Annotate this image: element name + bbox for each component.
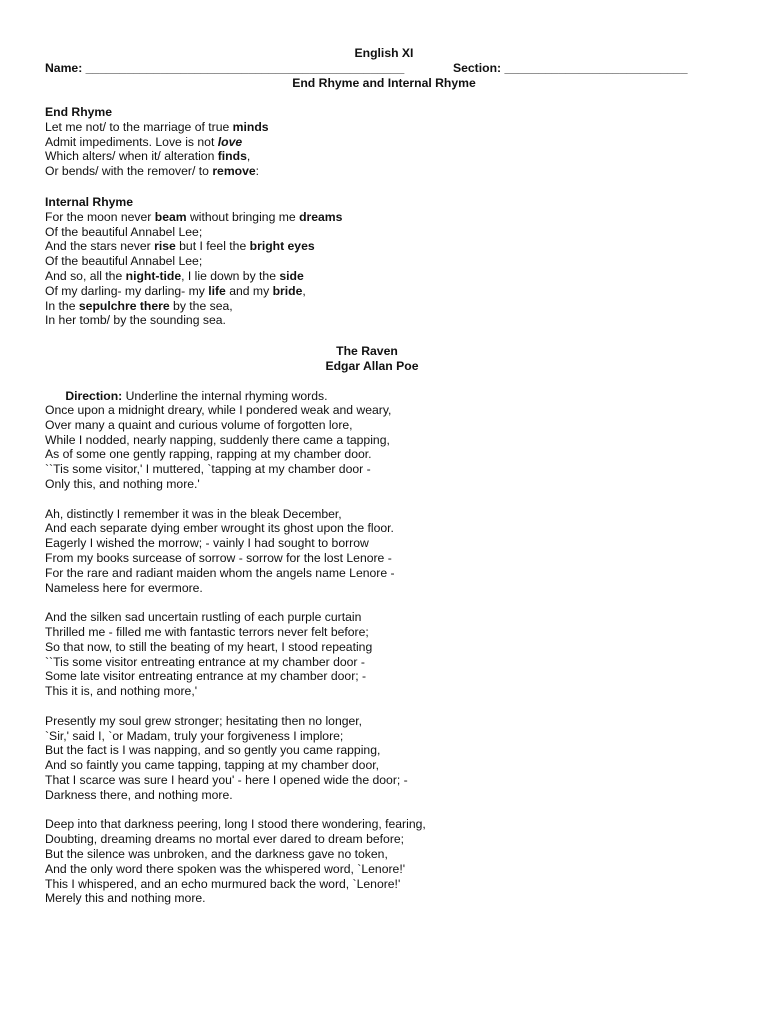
line-text: Of my darling- my darling- my — [45, 283, 209, 298]
poem-line: Deep into that darkness peering, long I stood there wondering, fearing, — [45, 817, 426, 832]
poem-line: And each separate dying ember wrought its ghost upon the floor. — [45, 521, 394, 536]
internal-rhyme-line — [45, 269, 745, 284]
poem-line: For the rare and radiant maiden whom the angels name Lenore - — [45, 565, 395, 580]
line-text: In her tomb/ by the sounding sea. — [45, 313, 226, 328]
line-text: , — [246, 149, 251, 164]
internal-rhyme-section — [45, 195, 745, 328]
line-text: : — [255, 164, 260, 179]
rhyme-word: bride — [272, 283, 303, 298]
rhyme-word: dreams — [299, 209, 343, 224]
worksheet-title: End Rhyme and Internal Rhyme — [292, 76, 476, 90]
end-rhyme-heading: End Rhyme — [45, 105, 113, 119]
internal-rhyme-lines — [45, 210, 745, 328]
direction-text: Underline the internal rhyming words. — [122, 388, 328, 403]
poem-line: Thrilled me - filled me with fantastic terrors never felt before; — [45, 624, 369, 639]
stanza — [45, 403, 745, 507]
line-text: without bringing me — [186, 209, 300, 224]
name-line — [45, 61, 404, 76]
name-blank: _______________________________________________ — [85, 61, 405, 75]
poem-line: This I whispered, and an echo murmured back the word, `Lenore!' — [45, 876, 401, 891]
poem-line: Some late visitor entreating entrance at my chamber door; - — [45, 669, 367, 684]
poem-line: ``Tis some visitor,' I muttered, `tapping at my chamber door - — [45, 462, 371, 477]
poem-line: Merely this and nothing more. — [45, 891, 206, 906]
poem-line: Darkness there, and nothing more. — [45, 787, 233, 802]
end-rhyme-line — [45, 120, 745, 135]
stanza-gap — [45, 803, 745, 818]
section-blank: ___________________________ — [504, 61, 688, 75]
stanza-gap — [45, 492, 745, 507]
rhyme-word: sepulchre there — [78, 298, 170, 313]
poem-line: And the only word there spoken was the whispered word, `Lenore!' — [45, 861, 406, 876]
poem-title: The Raven — [336, 344, 398, 358]
internal-rhyme-line — [45, 210, 745, 225]
line-text: For the moon never — [45, 209, 155, 224]
name-label: Name: — [45, 61, 83, 75]
rhyme-word: life — [208, 283, 226, 298]
line-text: , — [302, 283, 306, 298]
line-text: but I feel the — [175, 239, 250, 254]
internal-rhyme-line — [45, 254, 745, 269]
rhyme-word: night-tide — [125, 268, 182, 283]
line-text: Of the beautiful Annabel Lee; — [45, 224, 203, 239]
line-text: by the sea, — [169, 298, 233, 313]
internal-rhyme-heading: Internal Rhyme — [45, 195, 134, 209]
poem-line: So that now, to still the beating of my heart, I stood repeating — [45, 639, 373, 654]
line-text: , I lie down by the — [181, 268, 280, 283]
internal-rhyme-line — [45, 284, 745, 299]
line-text: Admit impediments. Love is not — [45, 134, 218, 149]
end-rhyme-line — [45, 164, 745, 179]
line-text: And so, all the — [45, 268, 126, 283]
internal-rhyme-line — [45, 313, 745, 328]
poem-line: From my books surcease of sorrow - sorrow for the lost Lenore - — [45, 550, 392, 565]
course-title: English XI — [354, 46, 414, 60]
end-rhyme-line — [45, 149, 745, 164]
line-text: In the — [45, 298, 79, 313]
rhyme-word: bright eyes — [249, 239, 315, 254]
poem-line: And so faintly you came tapping, tapping at my chamber door, — [45, 758, 379, 773]
poem-line: Eagerly I wished the morrow; - vainly I had sought to borrow — [45, 536, 369, 551]
internal-rhyme-line — [45, 225, 745, 240]
line-text: Let me not/ to the marriage of true — [45, 119, 233, 134]
internal-rhyme-line — [45, 299, 745, 314]
poem-line: ``Tis some visitor entreating entrance at my chamber door - — [45, 654, 365, 669]
line-text: Of the beautiful Annabel Lee; — [45, 254, 203, 269]
poem-line: Doubting, dreaming dreams no mortal ever dared to dream before; — [45, 832, 405, 847]
section-label: Section: — [453, 61, 502, 75]
line-text: Which alters/ when it/ alteration — [45, 149, 218, 164]
end-rhyme-section — [45, 105, 745, 179]
stanza — [45, 817, 745, 906]
poem-line: Presently my soul grew stronger; hesitating then no longer, — [45, 713, 363, 728]
poem-line: That I scarce was sure I heard you' - here I opened wide the door; - — [45, 772, 408, 787]
poem-line: And the silken sad uncertain rustling of each purple curtain — [45, 610, 362, 625]
section-line — [453, 61, 687, 76]
rhyme-word: minds — [232, 119, 269, 134]
poem-line: Ah, distinctly I remember it was in the bleak December, — [45, 506, 342, 521]
poem-author: Edgar Allan Poe — [325, 359, 419, 373]
end-rhyme-line — [45, 135, 745, 150]
end-rhyme-lines — [45, 120, 745, 179]
stanza-gap — [45, 699, 745, 714]
poem-line: As of some one gently rapping, rapping at my chamber door. — [45, 447, 372, 462]
line-text: And the stars never — [45, 239, 155, 254]
rhyme-word: love — [217, 134, 243, 149]
stanza — [45, 714, 745, 818]
rhyme-word: side — [279, 268, 304, 283]
stanza — [45, 507, 745, 611]
rhyme-word: remove — [212, 164, 256, 179]
stanza — [45, 610, 745, 714]
internal-rhyme-line — [45, 239, 745, 254]
poem-line: But the fact is I was napping, and so gently you came rapping, — [45, 743, 381, 758]
poem-line: `Sir,' said I, `or Madam, truly your forgiveness I implore; — [45, 728, 344, 743]
direction-line — [45, 374, 745, 403]
poem-stanzas — [45, 403, 745, 906]
poem-line: Only this, and nothing more.' — [45, 476, 200, 491]
poem-line: While I nodded, nearly napping, suddenly there came a tapping, — [45, 432, 390, 447]
rhyme-word: finds — [217, 149, 247, 164]
poem-line: Over many a quaint and curious volume of forgotten lore, — [45, 417, 353, 432]
direction-label: Direction: — [65, 388, 123, 403]
poem-line: Once upon a midnight dreary, while I pondered weak and weary, — [45, 403, 392, 417]
poem-line: But the silence was unbroken, and the darkness gave no token, — [45, 846, 388, 861]
line-text: Or bends/ with the remover/ to — [45, 164, 213, 179]
rhyme-word: rise — [154, 239, 176, 254]
poem-line: This it is, and nothing more,' — [45, 684, 198, 699]
poem-line: Nameless here for evermore. — [45, 580, 203, 595]
rhyme-word: beam — [154, 209, 187, 224]
stanza-gap — [45, 595, 745, 610]
line-text: and my — [225, 283, 273, 298]
